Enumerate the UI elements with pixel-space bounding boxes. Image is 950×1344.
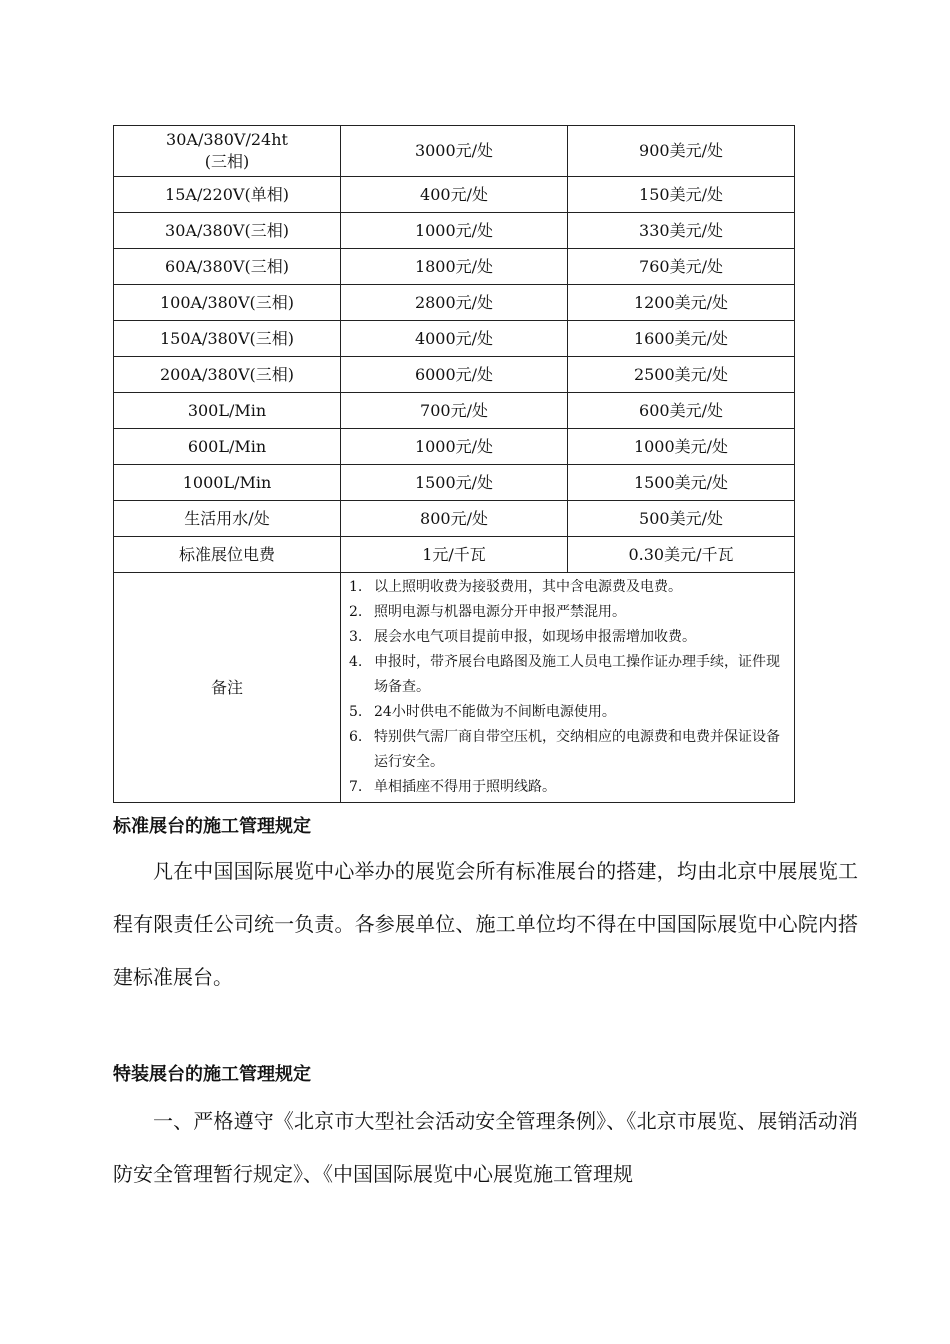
notes-list — [349, 575, 786, 800]
rmb-price-cell: 4000元/处 — [341, 321, 568, 357]
section-heading-standard-booth: 标准展台的施工管理规定 — [113, 816, 311, 837]
note-item — [349, 575, 786, 600]
note-text: 申报时，带齐展台电路图及施工人员电工操作证办理手续，证件现场备查。 — [374, 654, 780, 695]
usd-price-cell: 600美元/处 — [568, 393, 795, 429]
table-row — [114, 357, 795, 393]
note-item — [349, 775, 786, 800]
note-text: 以上照明收费为接驳费用，其中含电源费及电费。 — [374, 579, 682, 595]
rmb-price-cell: 400元/处 — [341, 177, 568, 213]
rmb-price-cell: 1500元/处 — [341, 465, 568, 501]
note-text: 照明电源与机器电源分开申报严禁混用。 — [374, 604, 626, 620]
note-item — [349, 700, 786, 725]
note-number: 3. — [349, 629, 363, 645]
note-number: 7. — [349, 779, 363, 795]
rmb-price-cell: 1元/千瓦 — [341, 537, 568, 573]
usd-price-cell: 330美元/处 — [568, 213, 795, 249]
table-row — [114, 537, 795, 573]
rmb-price-cell: 3000元/处 — [341, 126, 568, 177]
spec-cell: 60A/380V(三相) — [114, 249, 341, 285]
fee-table — [113, 125, 795, 803]
usd-price-cell: 1600美元/处 — [568, 321, 795, 357]
spec-cell: 100A/380V(三相) — [114, 285, 341, 321]
spec-cell: 30A/380V(三相) — [114, 213, 341, 249]
note-item — [349, 650, 786, 700]
rmb-price-cell: 6000元/处 — [341, 357, 568, 393]
rmb-price-cell: 1000元/处 — [341, 429, 568, 465]
table-row — [114, 285, 795, 321]
usd-price-cell: 1500美元/处 — [568, 465, 795, 501]
section-paragraph-special-booth: 一、严格遵守《北京市大型社会活动安全管理条例》、《北京市展览、展销活动消防安全管理暂行规定》、《中国国际展览中心展览施工管理规 — [113, 1109, 858, 1186]
spec-cell: 15A/220V(单相) — [114, 177, 341, 213]
fee-table-body — [114, 126, 795, 803]
table-row — [114, 501, 795, 537]
spec-cell: 150A/380V(三相) — [114, 321, 341, 357]
rmb-price-cell: 700元/处 — [341, 393, 568, 429]
rmb-price-cell: 2800元/处 — [341, 285, 568, 321]
table-row — [114, 393, 795, 429]
table-row — [114, 177, 795, 213]
note-item — [349, 625, 786, 650]
note-text: 展会水电气项目提前申报，如现场申报需增加收费。 — [374, 629, 696, 645]
note-number: 5. — [349, 704, 363, 720]
notes-row — [114, 573, 795, 803]
table-row — [114, 126, 795, 177]
usd-price-cell: 1000美元/处 — [568, 429, 795, 465]
section-heading-special-booth: 特装展台的施工管理规定 — [113, 1064, 311, 1085]
notes-cell — [341, 573, 795, 803]
usd-price-cell: 1200美元/处 — [568, 285, 795, 321]
table-row — [114, 429, 795, 465]
table-row — [114, 213, 795, 249]
spec-cell: 标准展位电费 — [114, 537, 341, 573]
table-row — [114, 321, 795, 357]
spec-cell: 600L/Min — [114, 429, 341, 465]
notes-label-cell: 备注 — [114, 573, 341, 803]
usd-price-cell: 2500美元/处 — [568, 357, 795, 393]
rmb-price-cell: 1000元/处 — [341, 213, 568, 249]
spec-cell: 生活用水/处 — [114, 501, 341, 537]
table-row — [114, 249, 795, 285]
table-row — [114, 465, 795, 501]
rmb-price-cell: 800元/处 — [341, 501, 568, 537]
note-text: 特别供气需厂商自带空压机，交纳相应的电源费和电费并保证设备运行安全。 — [374, 729, 780, 770]
usd-price-cell: 150美元/处 — [568, 177, 795, 213]
rmb-price-cell: 1800元/处 — [341, 249, 568, 285]
usd-price-cell: 900美元/处 — [568, 126, 795, 177]
note-number: 1. — [349, 579, 363, 595]
spec-cell: 300L/Min — [114, 393, 341, 429]
usd-price-cell: 500美元/处 — [568, 501, 795, 537]
note-number: 2. — [349, 604, 363, 620]
spec-cell: 200A/380V(三相) — [114, 357, 341, 393]
spec-cell: 1000L/Min — [114, 465, 341, 501]
usd-price-cell: 760美元/处 — [568, 249, 795, 285]
note-item — [349, 600, 786, 625]
note-item — [349, 725, 786, 775]
note-text: 24小时供电不能做为不间断电源使用。 — [374, 704, 616, 720]
section-paragraph-standard-booth: 凡在中国国际展览中心举办的展览会所有标准展台的搭建，均由北京中展展览工程有限责任公司统一负责。各参展单位、施工单位均不得在中国国际展览中心院内搭建标准展台。 — [113, 859, 858, 989]
note-number: 6. — [349, 729, 363, 745]
note-text: 单相插座不得用于照明线路。 — [374, 779, 556, 795]
note-number: 4. — [349, 654, 363, 670]
spec-cell: 30A/380V/24ht (三相) — [114, 126, 341, 177]
usd-price-cell: 0.30美元/千瓦 — [568, 537, 795, 573]
